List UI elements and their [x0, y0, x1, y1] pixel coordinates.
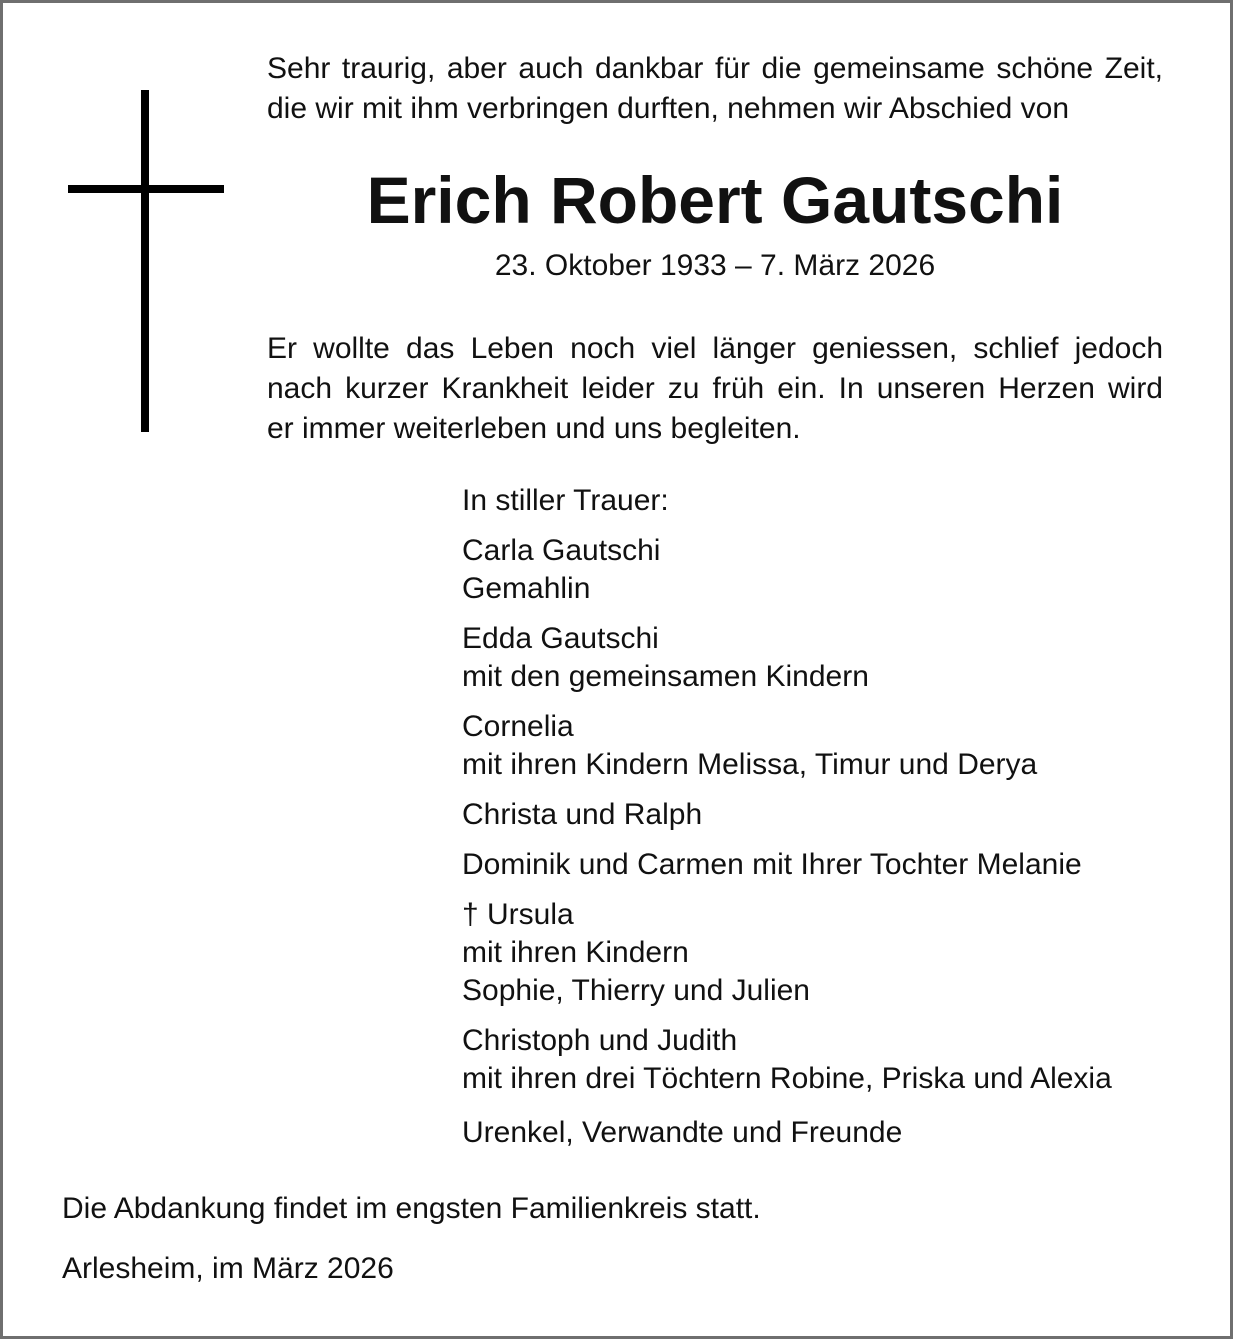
deceased-name: Erich Robert Gautschi [366, 163, 1064, 237]
cross-vertical-bar [141, 90, 149, 432]
mourners-section [462, 482, 1112, 1152]
mourner-line: Dominik und Carmen mit Ihrer Tochter Melanie [462, 848, 1082, 881]
mourner-item [462, 846, 1112, 884]
mourner-line: mit ihren Kindern [462, 936, 689, 969]
mourner-item [462, 1114, 1112, 1152]
funeral-note: Die Abdankung findet im engsten Familienkreis statt. [62, 1192, 761, 1225]
mourner-line: † Ursula [462, 898, 574, 931]
mourner-line: Gemahlin [462, 572, 591, 605]
mourner-line: mit ihren Kindern Melissa, Timur und Derya [462, 748, 1038, 781]
intro-line-1: Sehr traurig, aber auch dankbar für die gemeinsame schöne Zeit, [267, 52, 1163, 85]
place-date: Arlesheim, im März 2026 [62, 1252, 394, 1285]
mourning-heading: In stiller Trauer: [462, 484, 669, 517]
mourner-item [462, 1022, 1112, 1098]
body-paragraph [267, 329, 1163, 449]
body-line-2: nach kurzer Krankheit leider zu früh ein. In unseren Herzen wird [267, 372, 1163, 405]
mourner-line: Christoph und Judith [462, 1024, 738, 1057]
mourner-line: Urenkel, Verwandte und Freunde [462, 1116, 903, 1149]
intro-line-2: die wir mit ihm verbringen durften, nehmen wir Abschied von [267, 92, 1070, 125]
mourner-item [462, 532, 1112, 608]
mourner-line: Edda Gautschi [462, 622, 659, 655]
life-dates: 23. Oktober 1933 – 7. März 2026 [494, 249, 936, 282]
mourner-line: mit den gemeinsamen Kindern [462, 660, 869, 693]
mourner-item [462, 620, 1112, 696]
mourner-line: mit ihren drei Töchtern Robine, Priska und Alexia [462, 1062, 1112, 1095]
mourner-item [462, 796, 1112, 834]
mourner-line: Carla Gautschi [462, 534, 661, 567]
mourner-item [462, 896, 1112, 1010]
body-line-1: Er wollte das Leben noch viel länger geniessen, schlief jedoch [267, 332, 1163, 365]
mourner-line: Sophie, Thierry und Julien [462, 974, 810, 1007]
mourner-line: Cornelia [462, 710, 574, 743]
cross-horizontal-bar [68, 185, 224, 193]
mourner-line: Christa und Ralph [462, 798, 703, 831]
intro-paragraph [267, 49, 1163, 129]
mourner-item [462, 708, 1112, 784]
body-line-3: er immer weiterleben und uns begleiten. [267, 412, 801, 445]
